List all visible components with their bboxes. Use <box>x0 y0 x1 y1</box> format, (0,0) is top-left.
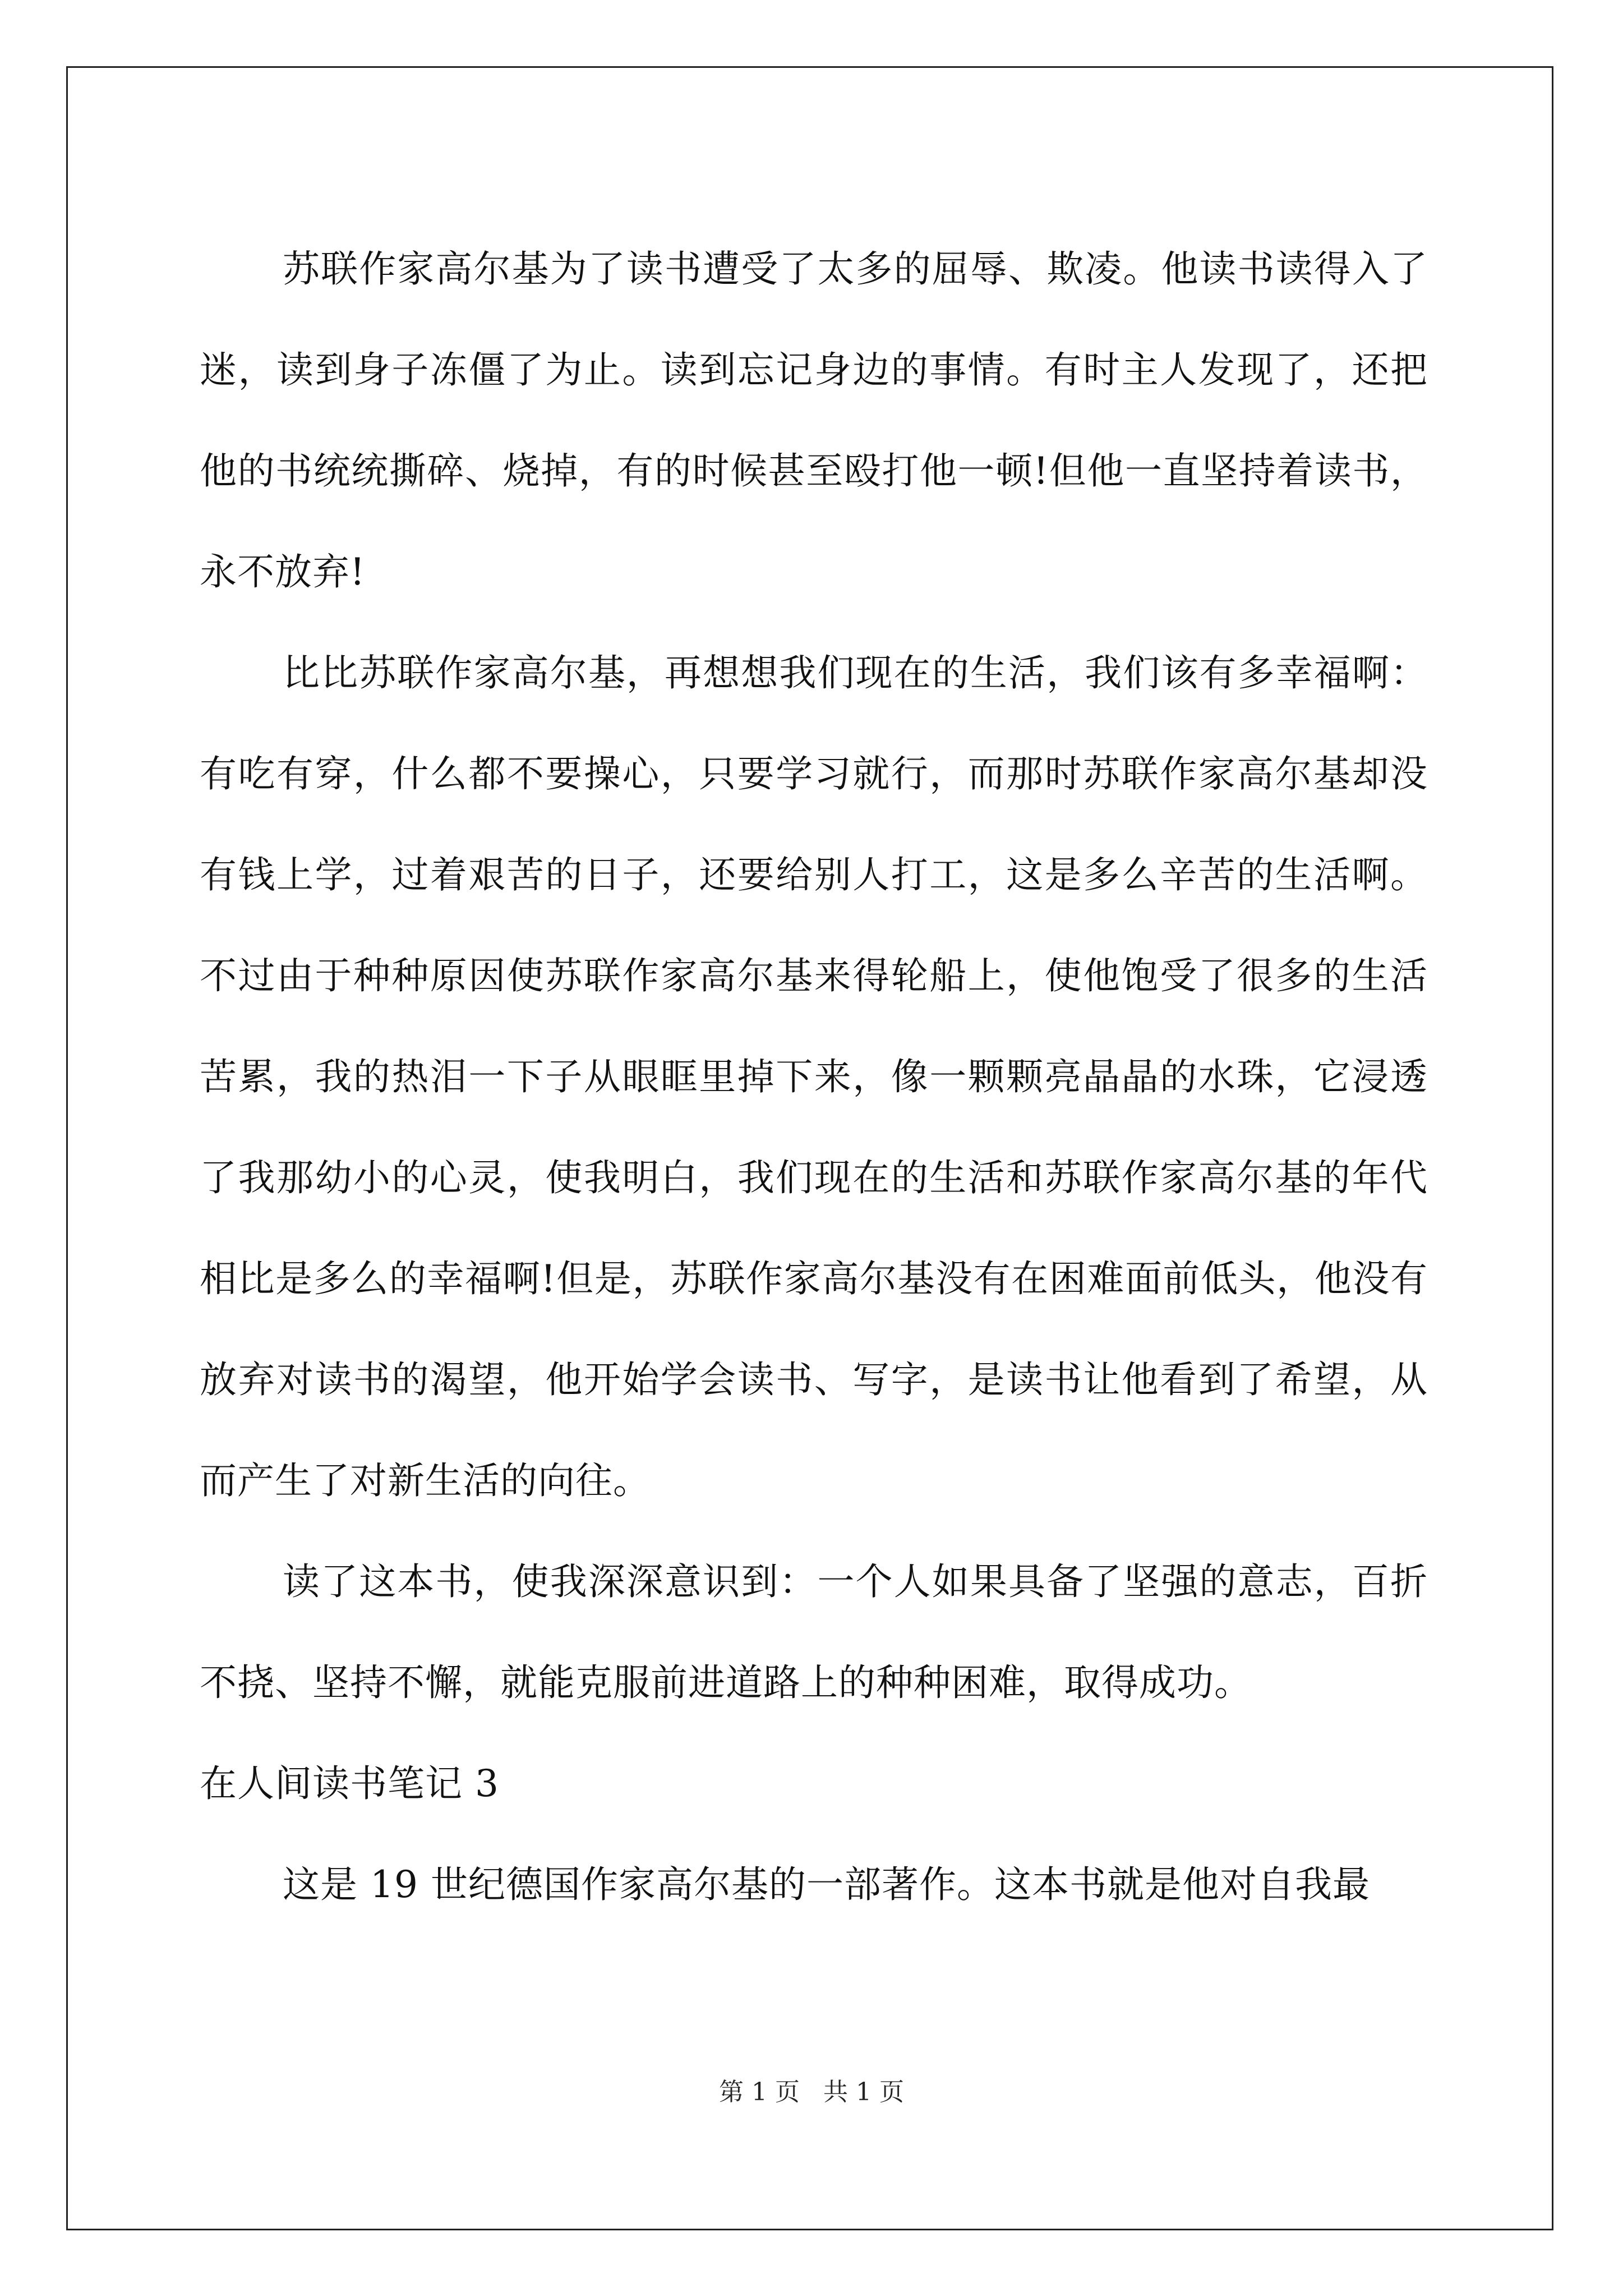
section-heading: 在人间读书笔记 3 <box>200 1762 499 1805</box>
paragraph-1: 苏联作家高尔基为了读书遭受了太多的屈辱、欺凌。他读书读得入了迷，读到身子冻僵了为止。读到忘记身边的事情。有时主人发现了，还把他的书统统撕碎、烧掉，有的时候甚至殴打他一顿!但他一直坚持着读书，永不放弃! <box>200 247 1428 593</box>
page-footer <box>0 2076 1623 2109</box>
page-number: 第 1 页 共 1 页 <box>719 2078 904 2106</box>
paragraph-2: 比比苏联作家高尔基，再想想我们现在的生活，我们该有多幸福啊：有吃有穿，什么都不要操心，只要学习就行，而那时苏联作家高尔基却没有钱上学，过着艰苦的日子，还要给别人打工，这是多么辛苦的生活啊。不过由于种种原因使苏联作家高尔基来得轮船上，使他饱受了很多的生活苦累，我的热泪一下子从眼眶里掉下来，像一颗颗亮晶晶的水珠，它浸透了我那幼小的心灵，使我明白，我们现在的生活和苏联作家高尔基的年代相比是多么的幸福啊!但是，苏联作家高尔基没有在困难面前低头，他没有放弃对读书的渴望，他开始学会读书、写字，是读书让他看到了希望，从而产生了对新生活的向往。 <box>200 651 1428 1502</box>
document-body <box>200 219 1428 1935</box>
paragraph-4: 这是 19 世纪德国作家高尔基的一部著作。这本书就是他对自我最 <box>283 1863 1370 1906</box>
paragraph-3: 读了这本书，使我深深意识到：一个人如果具备了坚强的意志，百折不挠、坚持不懈，就能克服前进道路上的种种困难，取得成功。 <box>200 1560 1428 1704</box>
